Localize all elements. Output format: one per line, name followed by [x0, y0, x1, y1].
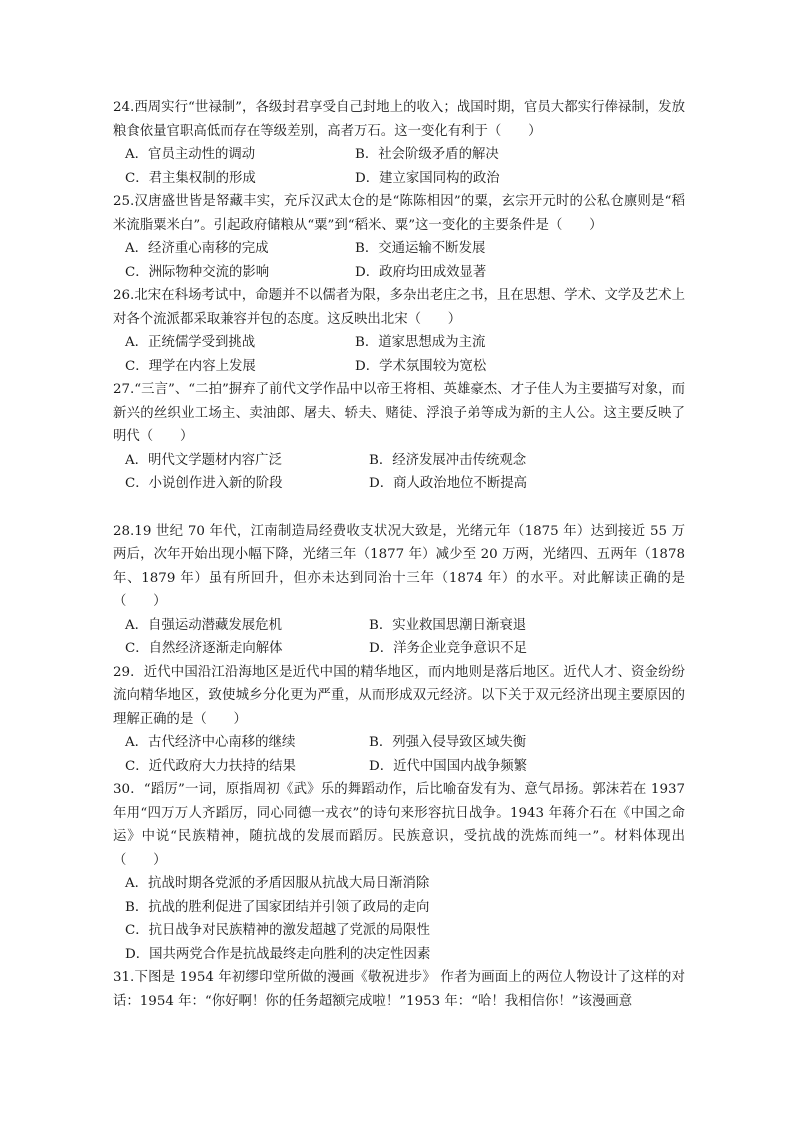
option-a: A．抗战时期各党派的矛盾因服从抗战大局日渐消除 [125, 876, 430, 891]
option-a: A．明代文学题材内容广泛 [125, 452, 282, 468]
option-list [125, 872, 685, 966]
option-grid [125, 331, 685, 378]
option-grid [125, 449, 685, 496]
option-b: B．经济发展冲击传统观念 [369, 452, 527, 468]
option-b: B．实业救国思潮日渐衰退 [369, 617, 527, 633]
option-a: A．经济重心南移的完成 [125, 241, 269, 256]
option-a: A．自强运动潜藏发展危机 [125, 617, 282, 633]
option-c: C．自然经济逐渐走向解体 [125, 641, 283, 656]
option-b: B．抗战的胜利促进了国家团结并引领了政局的走向 [125, 899, 430, 915]
option-c: C．理学在内容上发展 [125, 358, 256, 374]
question-stem: 30．“蹈厉”一词，原指周初《武》乐的舞蹈动作，后比喻奋发有为、意气昂扬。郭沫若在 1937 年用“四万万人齐蹈厉，同心同德一戎衣”的诗句来形容抗日战争。1943 年蒋介石在《中国之命运》中说“民族精神，随抗战的发展而蹈厉。民族意识，受抗战的洗炼而纯一”。材料体现出（ ） [113, 782, 685, 868]
question-stem: 25.汉唐盛世皆是帑藏丰实，充斥汉武太仓的是“陈陈相因”的粟，玄宗开元时的公私仓廪则是“稻米流脂粟米白”。引起政府储粮从“粟”到“稻米、粟”这一变化的主要条件是（ ） [113, 194, 685, 233]
option-d: D．政府均田成效显著 [355, 264, 487, 280]
option-c: C．洲际物种交流的影响 [125, 264, 270, 280]
question-stem: 27.“三言”、“二拍”摒弃了前代文学作品中以帝王将相、英雄豪杰、才子佳人为主要描写对象，而新兴的丝织业工场主、卖油郎、屠夫、轿夫、赌徒、浮浪子弟等成为新的主人公。这主要反映了明代（ ） [113, 382, 685, 444]
option-c: C．君主集权制的形成 [125, 170, 256, 186]
option-grid [125, 237, 685, 284]
question-31 [113, 966, 685, 1013]
option-grid [125, 614, 685, 661]
option-a: A．正统儒学受到挑战 [125, 335, 256, 350]
question-25 [113, 190, 685, 284]
option-grid [125, 143, 685, 190]
option-d: D．建立家国同构的政治 [355, 170, 500, 186]
option-b: B．交通运输不断发展 [355, 241, 486, 256]
question-26 [113, 284, 685, 378]
question-stem: 24.西周实行“世禄制”，各级封君享受自己封地上的收入；战国时期，官员大都实行俸禄制，发放粮食依量官职高低而存在等级差别，高者万石。这一变化有利于（ ） [113, 100, 685, 139]
option-b: B．社会阶级矛盾的解决 [355, 147, 499, 162]
question-list [113, 96, 685, 1013]
option-d: D．商人政治地位不断提高 [369, 476, 528, 491]
option-c: C．近代政府大力扶持的结果 [125, 758, 296, 774]
question-stem: 29．近代中国沿江沿海地区是近代中国的精华地区，而内地则是落后地区。近代人才、资金纷纷流向精华地区，致使城乡分化更为严重，从而形成双元经济。以下关于双元经济出现主要原因的理解正确的是（ ） [113, 664, 685, 727]
option-b: B．列强入侵导致区域失衡 [369, 735, 527, 750]
question-30 [113, 778, 685, 966]
option-d: D．国共两党合作是抗战最终走向胜利的决定性因素 [125, 946, 431, 962]
question-28 [113, 520, 685, 661]
question-24 [113, 96, 685, 190]
question-stem: 26.北宋在科场考试中，命题并不以儒者为限，多杂出老庄之书，且在思想、学术、文学及艺术上对各个流派都采取兼容并包的态度。这反映出北宋（ ） [113, 288, 685, 327]
option-d: D．学术氛围较为宽松 [355, 358, 487, 374]
question-27 [113, 378, 685, 496]
question-stem: 31.下图是 1954 年初缪印堂所做的漫画《敬祝进步》 作者为画面上的两位人物设计了这样的对话：1954 年：“你好啊！你的任务超额完成啦！”1953 年：“哈！我相信你！”该漫画意 [113, 970, 685, 1009]
option-a: A．官员主动性的调动 [125, 147, 256, 162]
question-29 [113, 661, 685, 779]
question-stem: 28.19 世纪 70 年代，江南制造局经费收支状况大致是，光绪元年（1875 年）达到接近 55 万两后，次年开始出现小幅下降，光绪三年（1877 年）减少至 20 万两，光绪四、五两年（1878 年、1879 年）虽有所回升，但亦未达到同治十三年（1874 年）的水平。对此解读正确的是（ ） [113, 523, 685, 609]
option-c: C．抗日战争对民族精神的激发超越了党派的局限性 [125, 923, 430, 938]
spacer [113, 496, 685, 520]
option-c: C．小说创作进入新的阶段 [125, 476, 283, 491]
option-d: D．近代中国国内战争频繁 [369, 758, 528, 774]
option-a: A．古代经济中心南移的继续 [125, 735, 296, 750]
option-b: B．道家思想成为主流 [355, 335, 486, 350]
option-grid [125, 731, 685, 778]
option-d: D．洋务企业竞争意识不足 [369, 641, 528, 656]
